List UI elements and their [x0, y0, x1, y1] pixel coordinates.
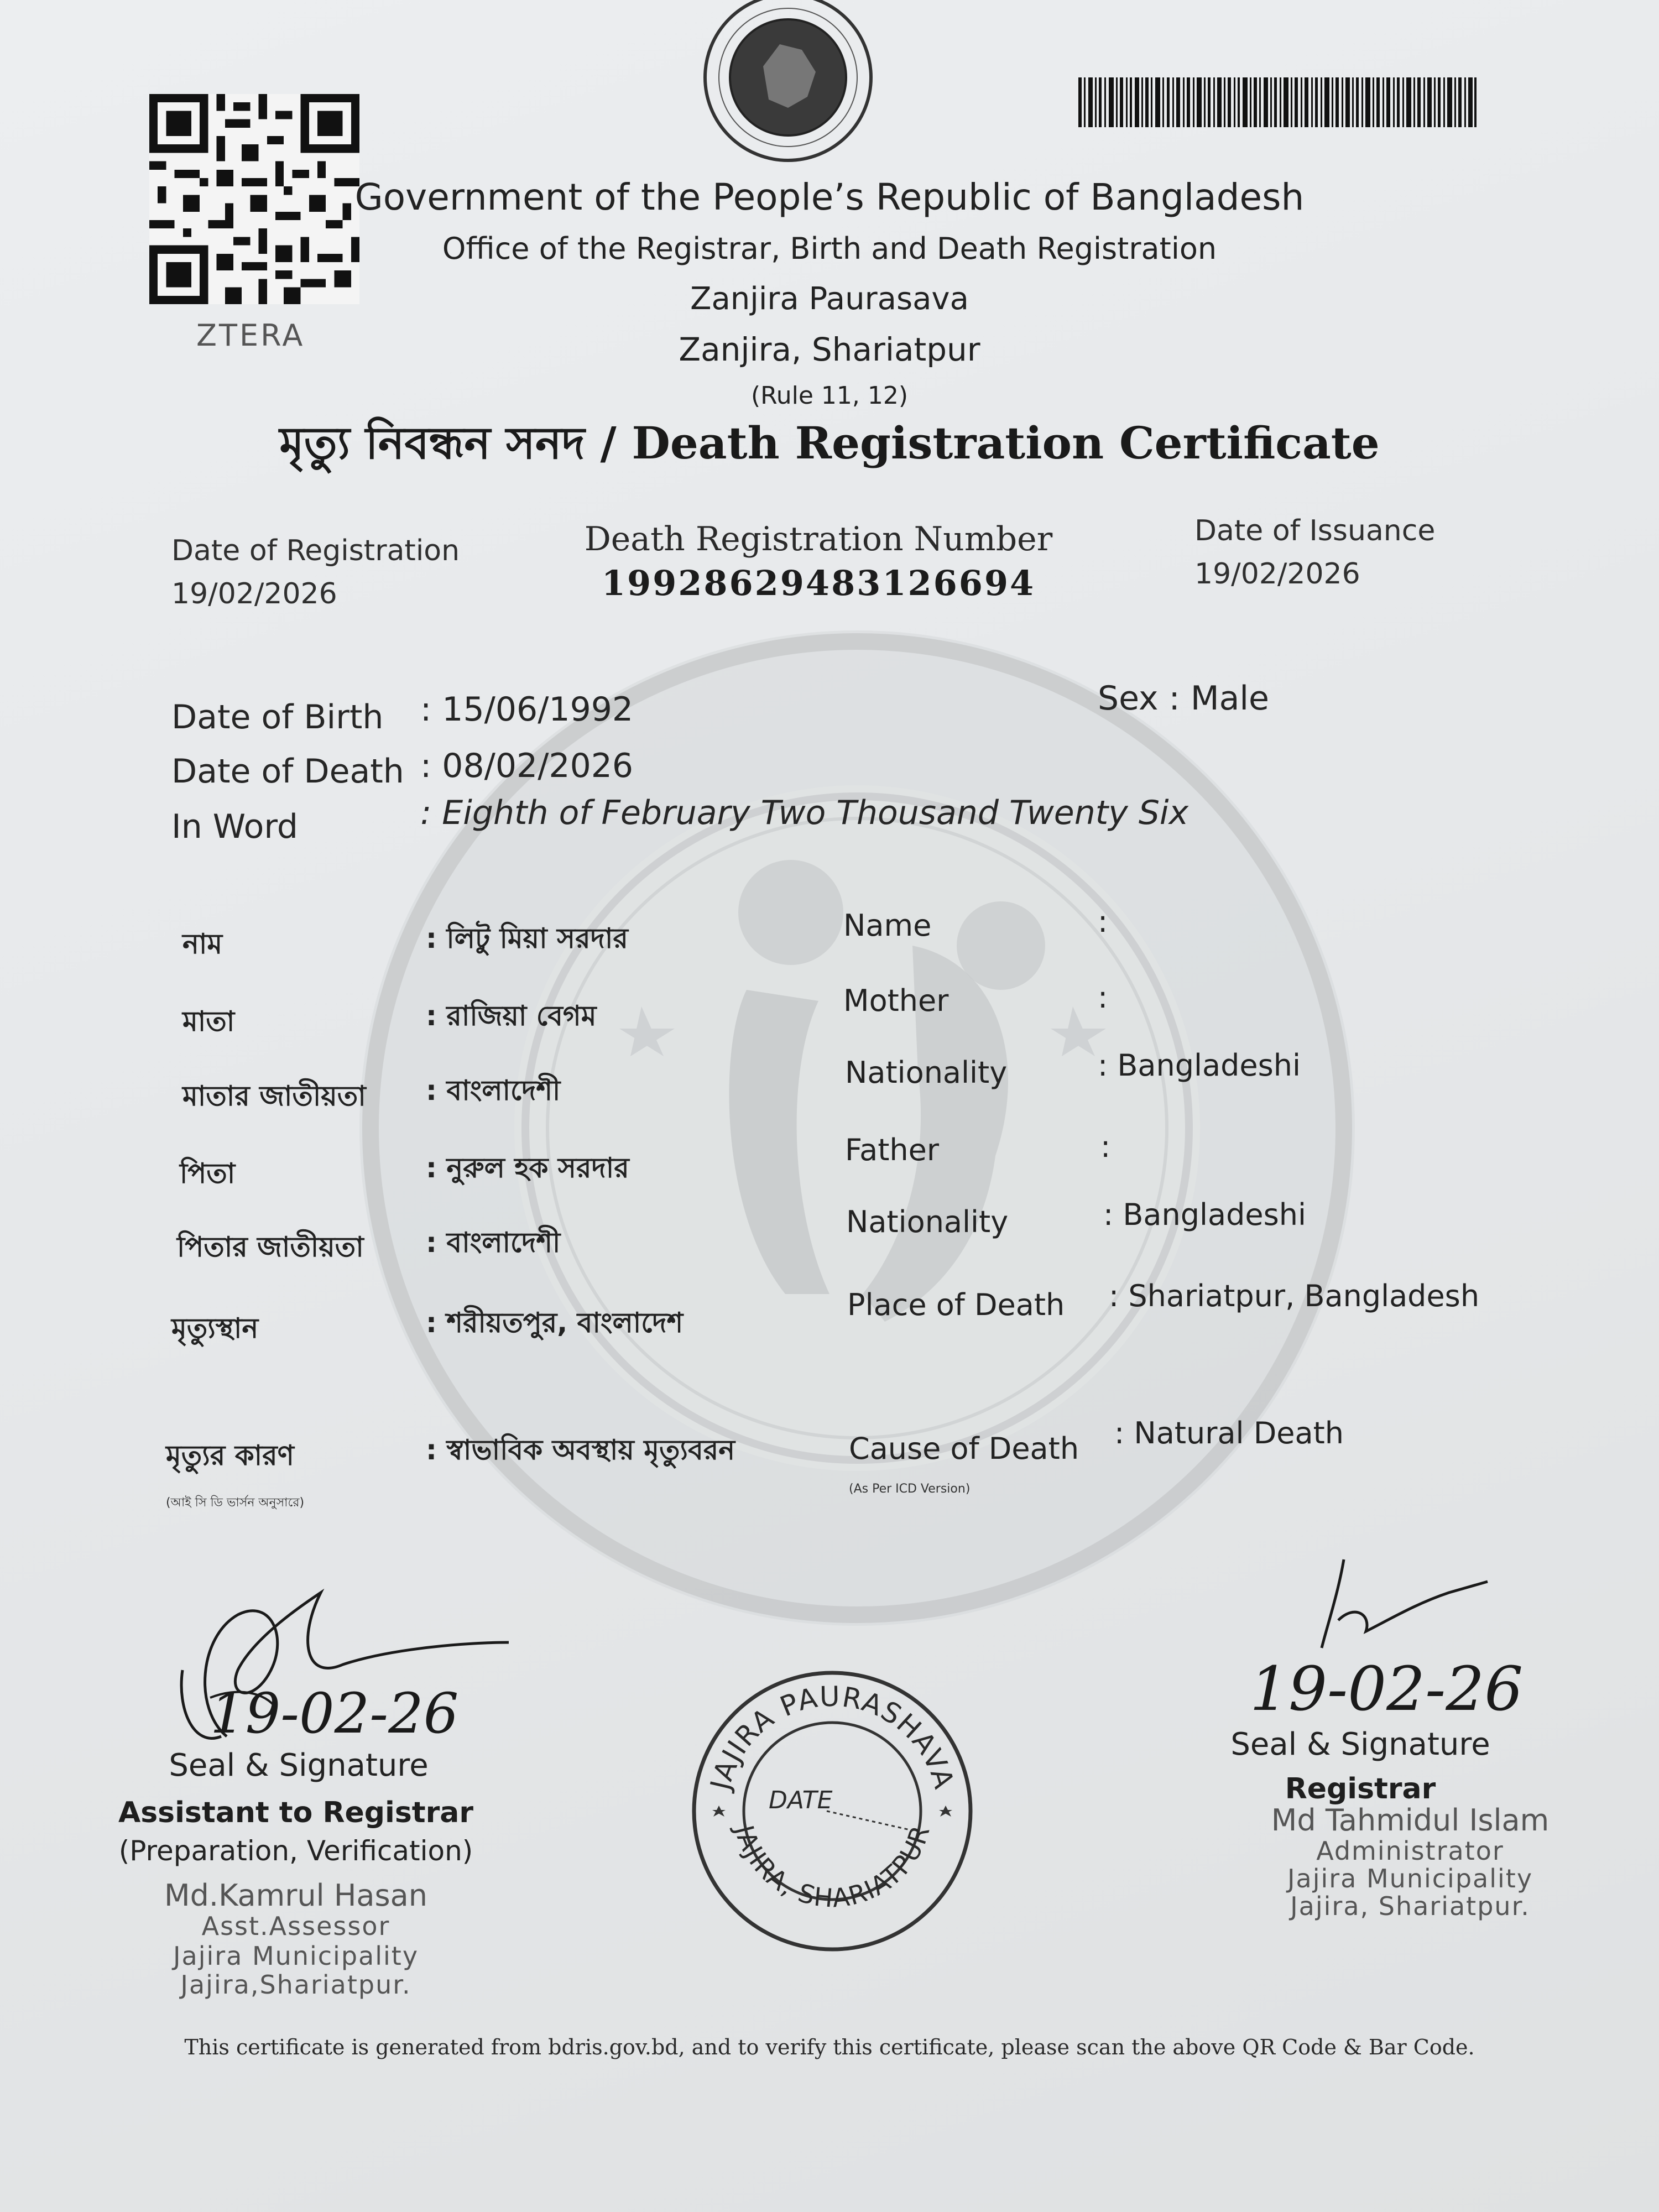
bn-place-label: মৃত্যুস্থান: [171, 1312, 259, 1344]
barcode: [1078, 77, 1477, 127]
en-mother-nationality-value: : Bangladeshi: [1098, 1048, 1301, 1083]
svg-text:JAJIRA PAURASHAVA: [704, 1681, 961, 1794]
bn-cause-note: (আই সি ডি ভার্সন অনুসারে): [166, 1496, 305, 1510]
registrar-seal-label: Seal & Signature: [1230, 1726, 1490, 1762]
registrar-handwritten-date: 19-02-26: [1250, 1653, 1524, 1724]
en-cause-label: Cause of Death: [849, 1431, 1079, 1466]
inword-label: In Word: [171, 807, 299, 846]
dod-label: Date of Death: [171, 752, 404, 791]
en-name-value: :: [1098, 904, 1108, 939]
registrar-title: Administrator: [1316, 1836, 1504, 1866]
assistant-place: Jajira,Shariatpur.: [180, 1970, 411, 2000]
header-location: Zanjira, Shariatpur: [679, 331, 980, 368]
assistant-role: Assistant to Registrar: [118, 1796, 474, 1829]
bn-mother-nationality-label: মাতার জাতীয়তা: [182, 1080, 366, 1112]
issuance-date-value: 19/02/2026: [1194, 557, 1360, 591]
bn-name-label: নাম: [182, 928, 223, 960]
certificate-title: মৃত্যু নিবন্ধন সনদ / Death Registration Certificate: [279, 417, 1380, 469]
assistant-handwritten-date: 19-02-26: [210, 1681, 459, 1746]
bn-mother-label: মাতা: [182, 1005, 235, 1037]
bn-father-nationality-value: : বাংলাদেশী: [426, 1227, 561, 1259]
dob-label: Date of Birth: [171, 698, 384, 737]
stamp-date-text: DATE: [769, 1786, 833, 1814]
assistant-role-sub: (Preparation, Verification): [118, 1835, 473, 1867]
header-government: Government of the People’s Republic of Bangladesh: [354, 176, 1305, 218]
bn-father-nationality-label: পিতার জাতীয়তা: [177, 1231, 364, 1263]
header-rule: (Rule 11, 12): [750, 382, 909, 410]
bn-name-value: : লিটু মিয়া সরদার: [426, 922, 628, 954]
en-cause-value: : Natural Death: [1114, 1416, 1344, 1451]
en-mother-nationality-label: Nationality: [845, 1055, 1008, 1090]
bn-cause-label: মৃত্যুর কারণ: [166, 1439, 294, 1472]
government-emblem-icon: [697, 0, 879, 166]
assistant-name: Md.Kamrul Hasan: [164, 1878, 427, 1913]
en-cause-note: (As Per ICD Version): [849, 1482, 971, 1496]
registrar-org: Jajira Municipality: [1287, 1864, 1533, 1893]
registration-date-label: Date of Registration: [171, 534, 460, 567]
assistant-org: Jajira Municipality: [173, 1941, 419, 1971]
bn-mother-nationality-value: : বাংলাদেশী: [426, 1074, 561, 1107]
registrar-signature-icon: [1305, 1548, 1504, 1659]
assistant-seal-label: Seal & Signature: [169, 1747, 429, 1783]
qr-caption: ZTERA: [196, 318, 305, 353]
bn-mother-value: : রাজিয়া বেগম: [426, 1000, 597, 1032]
header-office: Office of the Registrar, Birth and Death Registration: [442, 231, 1217, 266]
en-father-value: :: [1100, 1129, 1111, 1164]
en-mother-label: Mother: [843, 983, 949, 1018]
header-paurasava: Zanjira Paurasava: [690, 281, 969, 317]
bn-cause-value: : স্বাভাবিক অবস্থায় মৃত্যুবরন: [426, 1434, 735, 1466]
en-place-label: Place of Death: [847, 1287, 1065, 1322]
en-mother-value: :: [1098, 980, 1108, 1015]
bn-father-label: পিতা: [180, 1157, 236, 1190]
en-father-nationality-value: : Bangladeshi: [1103, 1197, 1306, 1232]
registration-number-value: 19928629483126694: [601, 563, 1036, 603]
svg-text:JAJIRA, SHARIATPUR: [729, 1820, 936, 1913]
registrar-place: Jajira, Shariatpur.: [1290, 1891, 1530, 1921]
en-place-value: : Shariatpur, Bangladesh: [1109, 1279, 1480, 1313]
bn-father-value: : নুরুল হক সরদার: [426, 1152, 629, 1184]
registrar-name: Md Tahmidul Islam: [1271, 1803, 1550, 1838]
registration-date-value: 19/02/2026: [171, 577, 337, 611]
stamp-bottom-text: JAJIRA, SHARIATPUR: [729, 1821, 936, 1913]
verification-footer: This certificate is generated from bdris.gov.bd, and to verify this certificate, please scan the above QR Code & Bar Code.: [184, 2035, 1475, 2059]
inword-value: : Eighth of February Two Thousand Twenty Six: [420, 794, 1189, 832]
assistant-title: Asst.Assessor: [201, 1911, 390, 1941]
paurashava-stamp: [686, 1665, 979, 1958]
en-father-label: Father: [845, 1133, 940, 1167]
registrar-role: Registrar: [1285, 1772, 1436, 1806]
bn-place-value: : শরীয়তপুর, বাংলাদেশ: [426, 1307, 684, 1339]
sex-value: Sex : Male: [1098, 679, 1269, 718]
dob-value: : 15/06/1992: [420, 690, 634, 729]
en-father-nationality-label: Nationality: [846, 1204, 1009, 1239]
en-name-label: Name: [843, 908, 932, 943]
stamp-top-text: JAJIRA PAURASHAVA: [704, 1680, 961, 1793]
issuance-date-label: Date of Issuance: [1194, 514, 1436, 547]
dod-value: : 08/02/2026: [420, 747, 634, 785]
registration-number-label: Death Registration Number: [584, 520, 1053, 559]
